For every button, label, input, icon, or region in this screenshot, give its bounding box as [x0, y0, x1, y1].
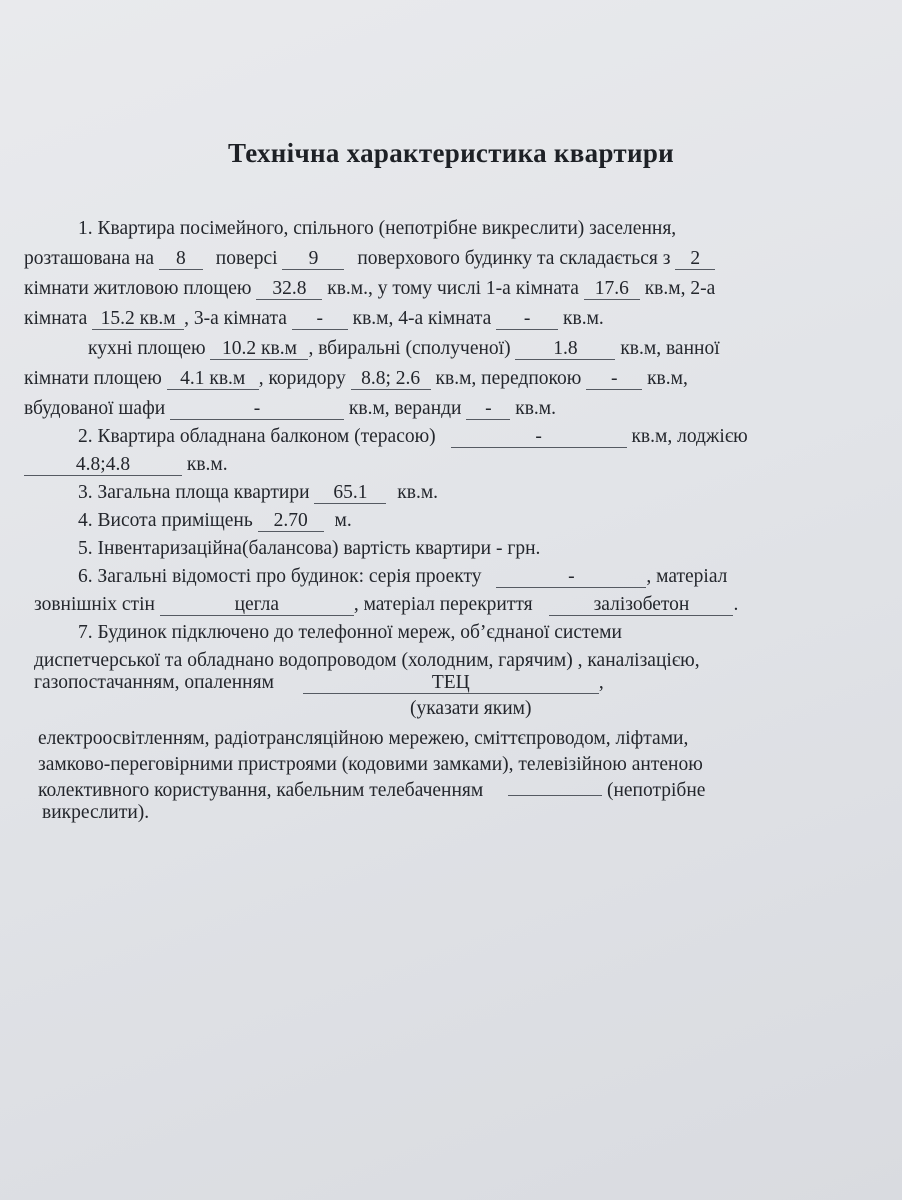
p1-line1: 1. Квартира посімейного, спільного (непотрібне викреслити) заселення,: [78, 218, 677, 239]
p1-line5: кухні площею 10.2 кв.м , вбиральні (сполученої) 1.8 кв.м, ванної: [88, 338, 720, 359]
p6-line1: 6. Загальні відомості про будинок: серія проекту - , матеріал: [78, 566, 728, 587]
p7-line1: 7. Будинок підключено до телефонної мереж, об’єднаної системи: [78, 622, 622, 643]
walls-field: цегла: [160, 595, 354, 616]
p7-line2: диспетчерської та обладнано водопроводом (холодним, гарячим) , каналізацією,: [34, 650, 700, 671]
corridor-field: 8.8; 2.6: [351, 369, 431, 390]
hall-field: -: [586, 369, 642, 390]
toilet-field: 1.8: [515, 339, 615, 360]
living-area-field: 32.8: [256, 279, 322, 300]
floor-material-field: залізобетон: [549, 595, 733, 616]
room2-field: 15.2 кв.м: [92, 309, 184, 330]
p2-line2: 4.8;4.8 кв.м.: [24, 452, 228, 478]
p5-line: 5. Інвентаризаційна(балансова) вартість квартири - грн.: [78, 538, 541, 559]
p7-line7: викреслити).: [42, 802, 150, 823]
height-field: 2.70: [258, 511, 324, 532]
floor-field: 8: [159, 249, 203, 270]
bath-field: 4.1 кв.м: [167, 369, 259, 390]
kitchen-field: 10.2 кв.м: [210, 339, 308, 360]
p3-line: 3. Загальна площа квартири 65.1 кв.м.: [78, 482, 439, 503]
rooms-field: 2: [675, 249, 715, 270]
room4-field: -: [496, 309, 558, 330]
series-field: -: [496, 567, 646, 588]
p1-line6: кімнати площею 4.1 кв.м , коридору 8.8; 2.6 кв.м, передпокою - кв.м,: [24, 368, 688, 389]
p4-line: 4. Висота приміщень 2.70 м.: [78, 510, 352, 531]
room3-field: -: [292, 309, 348, 330]
room1-field: 17.6: [584, 279, 640, 300]
heating-note: (указати яким): [410, 698, 532, 719]
heating-field: ТЕЦ: [303, 673, 599, 694]
loggia-field: 4.8;4.8: [24, 455, 182, 476]
document-title: Технічна характеристика квартири: [227, 138, 675, 168]
total-area-field: 65.1: [314, 483, 386, 504]
closet-field: -: [170, 399, 344, 420]
p1-line7: вбудованої шафи - кв.м, веранди - кв.м.: [24, 398, 557, 419]
floors-total-field: 9: [282, 249, 344, 270]
p7-line5: замково-переговірними пристроями (кодовими замками), телевізійною антеною: [38, 754, 703, 775]
p1-line3: кімнати житловою площею 32.8 кв.м., у тому числі 1-а кімната 17.6 кв.м, 2-а: [24, 278, 716, 299]
p6-line2: зовнішніх стін цегла , матеріал перекриття залізобетон .: [34, 594, 739, 615]
p1-line2: розташована на 8 поверсі 9 поверхового будинку та складається з 2: [24, 246, 715, 272]
p2-line1: 2. Квартира обладнана балконом (терасою) - кв.м, лоджією: [78, 426, 748, 447]
p7-line6: колективного користування, кабельним телебаченням (непотрібне: [38, 780, 706, 801]
p7-line4: електроосвітленням, радіотрансляційною мережею, сміттєпроводом, ліфтами,: [38, 728, 689, 749]
p1-line4: кімната 15.2 кв.м , 3-а кімната - кв.м, 4-а кімната - кв.м.: [24, 308, 604, 329]
veranda-field: -: [466, 399, 510, 420]
cable-field: [508, 795, 602, 796]
p7-line3: газопостачанням, опаленням ТЕЦ ,: [34, 672, 604, 693]
balcony-field: -: [451, 427, 627, 448]
